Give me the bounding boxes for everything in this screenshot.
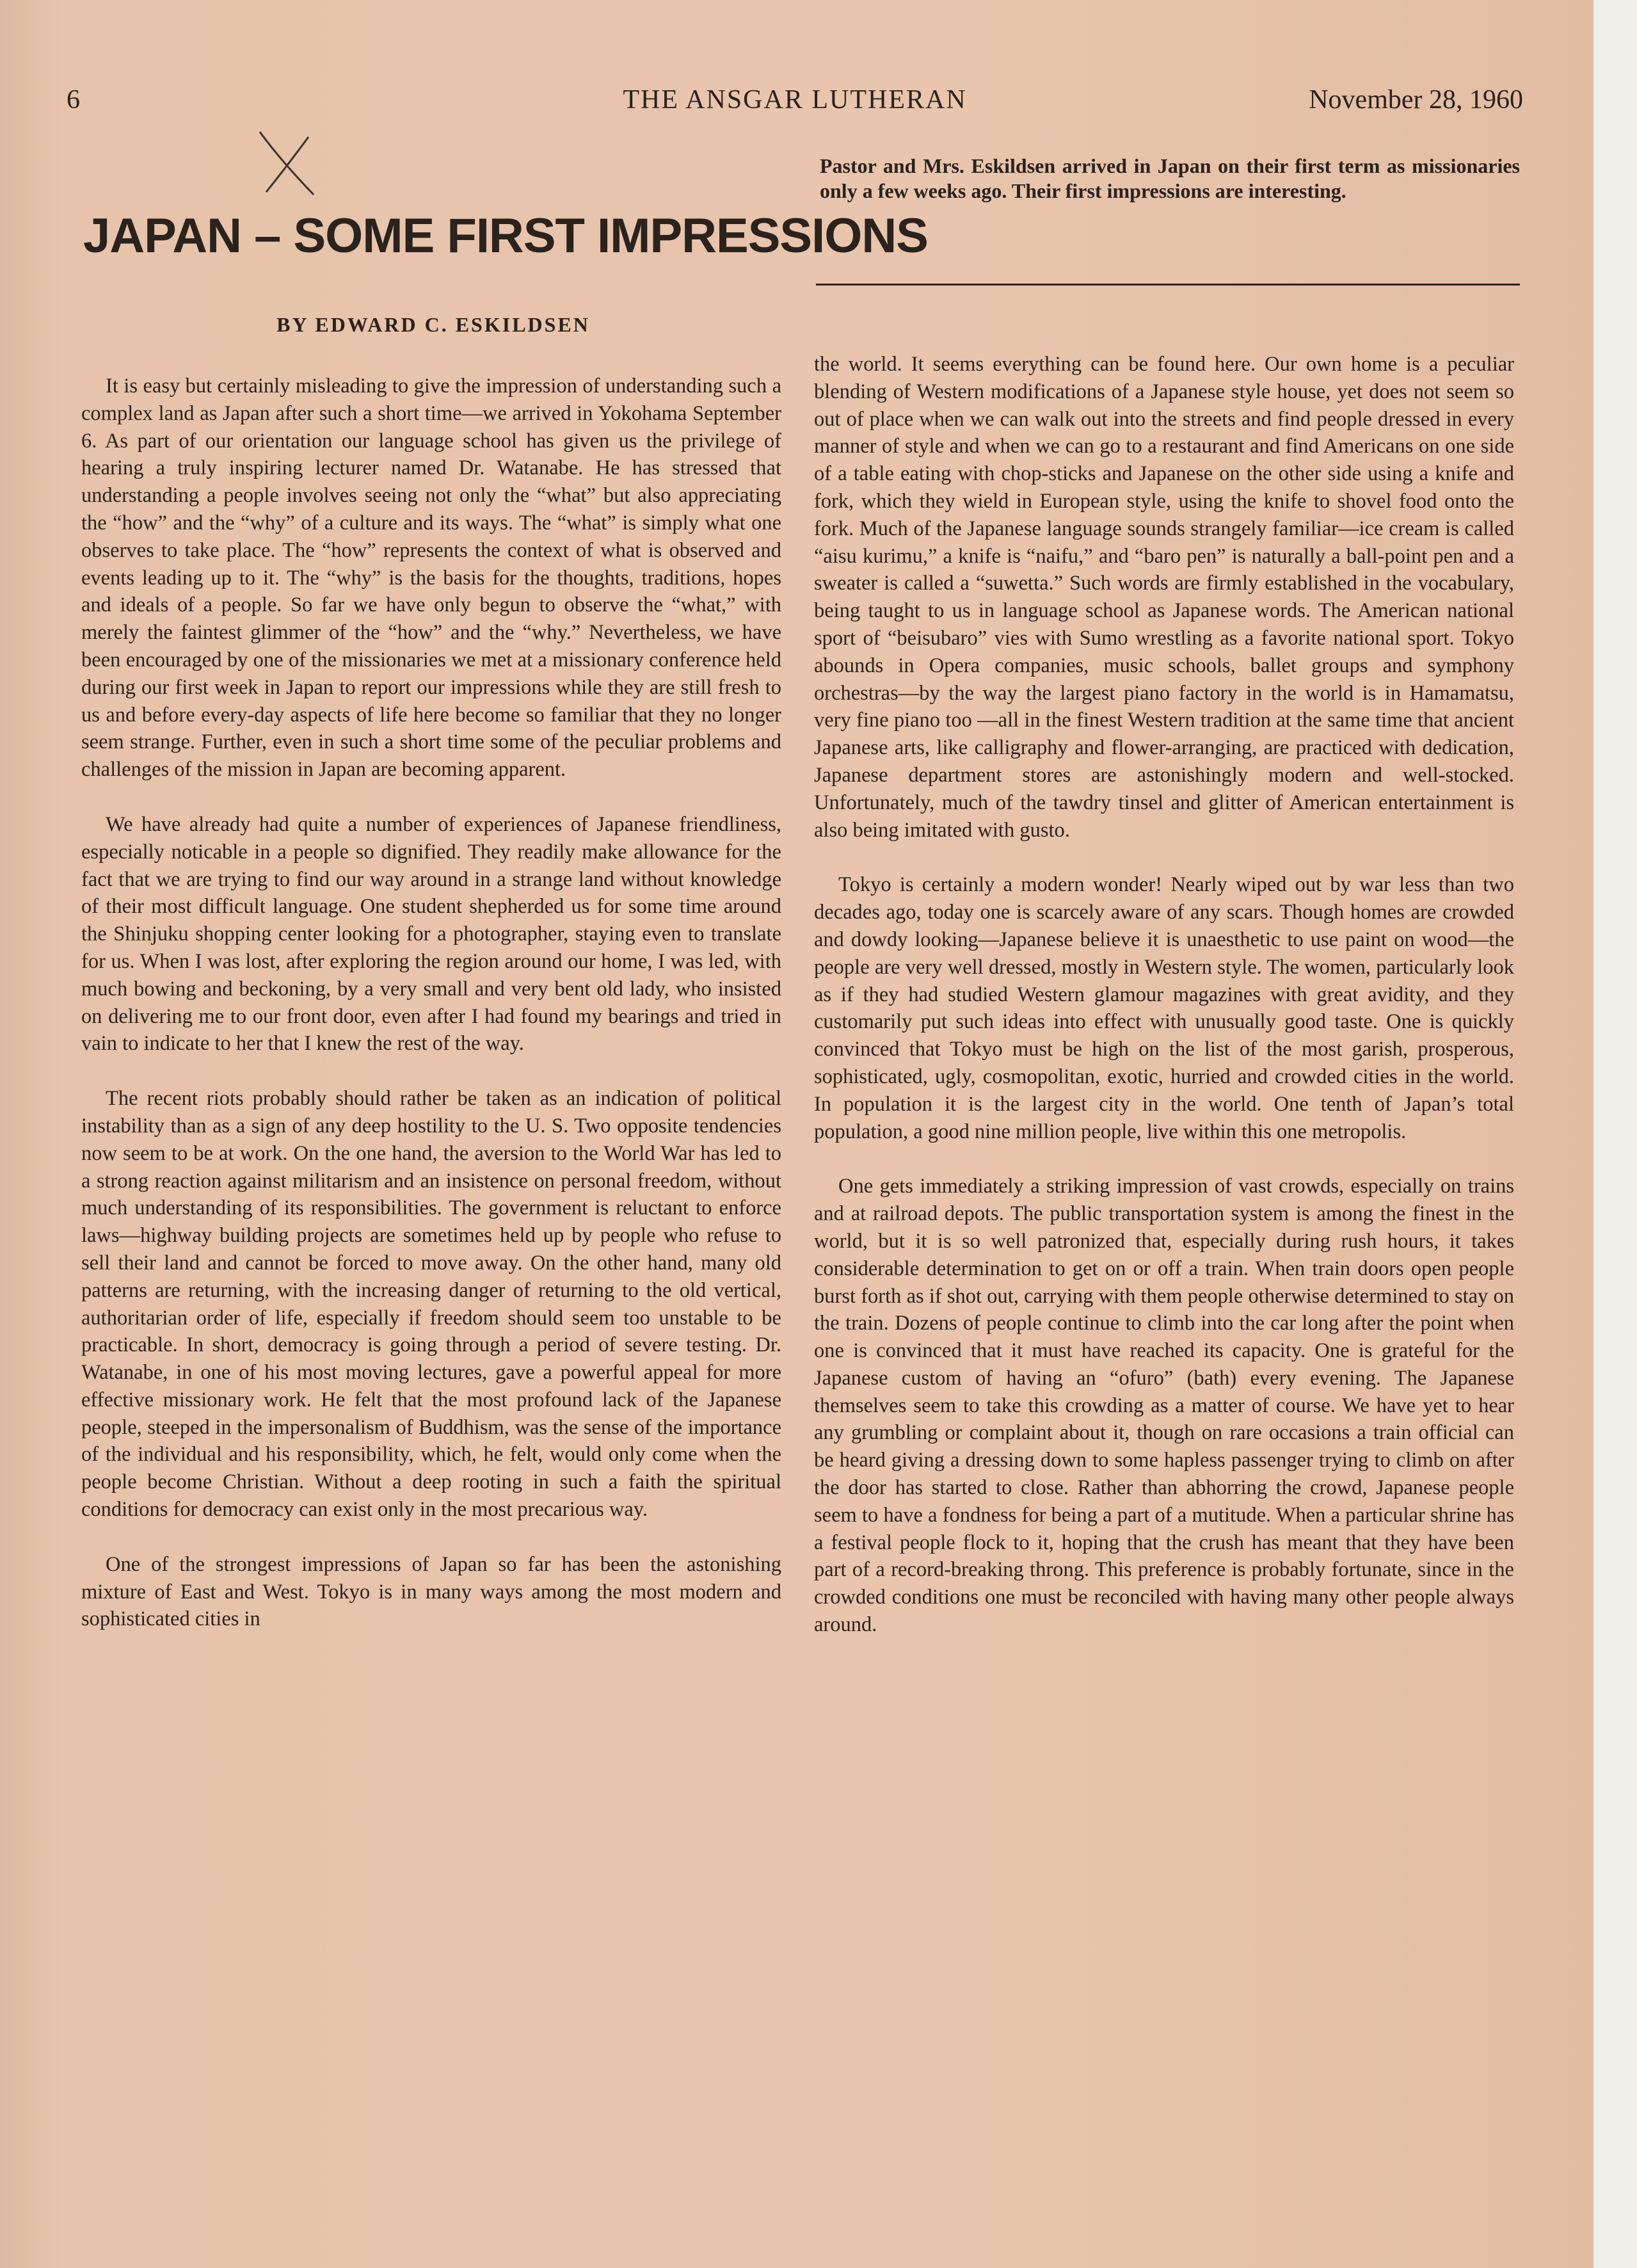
article-headline: JAPAN – SOME FIRST IMPRESSIONS: [83, 209, 928, 263]
paragraph: Tokyo is certainly a modern wonder! Nearly wiped out by war less than two decades ago, today one is scarcely aware of any scars. Though homes are crowded and dowdy looking—Japanese believe it is unaesthetic to use paint on wood—the people are very well dressed, mostly in Western style. The women, particularly look as if they had studied Western glamour magazines with great avidity, and they customarily put such ideas into effect with unusually good taste. One is quickly convinced that Tokyo must be high on the list of the most garish, prosperous, sophisticated, ugly, cosmopolitan, exotic, hurried and crowded cities in the world. In population it is the largest city in the world. One tenth of Japan’s total population, a good nine million people, live within this one metropolis.: [814, 873, 1514, 1143]
page-margin: [1593, 0, 1637, 2268]
editor-intro: Pastor and Mrs. Eskildsen arrived in Japan on their first term as missionaries only a few weeks ago. Their first impressions are interesting.: [820, 154, 1520, 202]
paragraph: One gets immediately a striking impression of vast crowds, especially on trains and at railroad depots. The public transportation system is among the finest in the world, but it is so well patronized that, especially during rush hours, it takes considerable determination to get on or off a train. When train doors open people burst forth as if shot out, carrying with them people otherwise determined to stay on the train. Dozens of people continue to climb into the car long after the point when one is convinced that it must have reached its capacity. One is grateful for the Japanese custom of having an “ofuro” (bath) every evening. The Japanese themselves seem to take this crowding as a matter of course. We have yet to hear any grumbling or complaint about it, though on rare occasions a train official can be heard giving a dressing down to some hapless passenger trying to climb on after the door has started to close. Rather than abhorring the crowd, Japanese people seem to have a fondness for being a part of a mutitude. When a particular shrine has a festival people flock to it, hoping that the crush has meant that they have been part of a record-breaking throng. This preference is probably fortunate, since in the crowded conditions one must be reconciled with having many other people always around.: [814, 1175, 1514, 1637]
paragraph: The recent riots probably should rather be taken as an indication of political instability than as a sign of any deep hostility to the U. S. Two opposite tendencies now seem to be at work. On the one hand, the aversion to the World War has led to a strong reaction against militarism and an insistence on personal freedom, without much understanding of its responsibilities. The government is reluctant to enforce laws—highway building projects are sometimes held up by people who refuse to sell their land and cannot be forced to move away. On the other hand, many old patterns are returning, with the increasing danger of returning to the old vertical, authoritarian order of life, especially if freedom should seem too unstable to be practicable. In short, democracy is going through a period of severe testing. Dr. Watanabe, in one of his most moving lectures, gave a powerful appeal for more effective missionary work. He felt that the most profound lack of the Japanese people, steeped in the impersonalism of Buddhism, was the sense of the importance of the individual and his responsibility, which, he felt, would only come when the people become Christian. Without a deep rooting in such a faith the spiritual conditions for democracy can exist only in the most precarious way.: [81, 1087, 781, 1522]
paragraph: One of the strongest impressions of Japan so far has been the astonishing mixture of East and West. Tokyo is in many ways among the most modern and sophisticated cities in: [81, 1552, 781, 1631]
divider-rule: [816, 284, 1520, 286]
issue-date: November 28, 1960: [1309, 85, 1523, 115]
article-byline: BY EDWARD C. ESKILDSEN: [276, 313, 590, 336]
paragraph: We have already had quite a number of experiences of Japanese friendliness, especially noticable in a people so dignified. They readily make allowance for the fact that we are trying to find our way around in a strange land without knowledge of their most difficult language. One student shepherded us for some time around the Shinjuku shopping center looking for a photographer, staying even to translate for us. When I was lost, after exploring the region around our home, I was led, with much bowing and beckoning, by a very small and very bent old lady, who insisted on delivering me to our front door, even after I had found my bearings and tried in vain to indicate to her that I knew the rest of the way.: [81, 812, 781, 1056]
publication-title: THE ANSGAR LUTHERAN: [623, 85, 967, 115]
page-header: [67, 84, 1523, 123]
article-column-left: [81, 373, 781, 1661]
paragraph: It is easy but certainly misleading to give the impression of understanding such a complex land as Japan after such a short time—we arrived in Yokohama September 6. As part of our orientation our language school has given us the privilege of hearing a truly inspiring lecturer named Dr. Watanabe. He has stressed that understanding a people involves seeing not only the “what” but also appreciating the “how” and the “why” of a culture and its ways. The “what” is simply what one observes to take place. The “how” represents the context of what is observed and events leading up to it. The “why” is the basis for the thoughts, traditions, hopes and ideals of a people. So far we have only begun to observe the “what,” with merely the faintest glimmer of the “how” and the “why.” Nevertheless, we have been encouraged by one of the missionaries we met at a missionary conference held during our first week in Japan to report our impressions while they are still fresh to us and before every-day aspects of life here become so familiar that they no longer seem strange. Further, even in such a short time some of the peculiar problems and challenges of the mission in Japan are becoming apparent.: [81, 374, 781, 782]
handwritten-x-mark: [255, 128, 319, 198]
paragraph: the world. It seems everything can be found here. Our own home is a peculiar blending of Western modifications of a Japanese style house, yet does not seem so out of place when we can walk out into the streets and find people dressed in every manner of style and when we can go to a restaurant and find Americans on one side of a table eating with chop-sticks and Japanese on the other side using a knife and fork, which they wield in European style, using the knife to shovel food onto the fork. Much of the Japanese language sounds strangely familiar—ice cream is called “aisu kurimu,” a knife is “naifu,” and “baro pen” is naturally a ball-point pen and a sweater is called a “suwetta.” Such words are firmly established in the vocabulary, being taught to us in language school as Japanese words. The American national sport of “beisubaro” vies with Sumo wrestling as a favorite national sport. Tokyo abounds in Opera companies, music schools, ballet groups and symphony orchestras—by the way the largest piano factory in the world is in Hamamatsu, very fine piano too —all in the finest Western tradition at the same time that ancient Japanese arts, like calligraphy and flower-arranging, are practiced with dedication, Japanese department stores are astonishingly modern and well-stocked. Unfortunately, much of the tawdry tinsel and glitter of American entertainment is also being imitated with gusto.: [814, 353, 1514, 842]
page-number: 6: [67, 85, 80, 115]
article-column-right: [814, 351, 1514, 1666]
